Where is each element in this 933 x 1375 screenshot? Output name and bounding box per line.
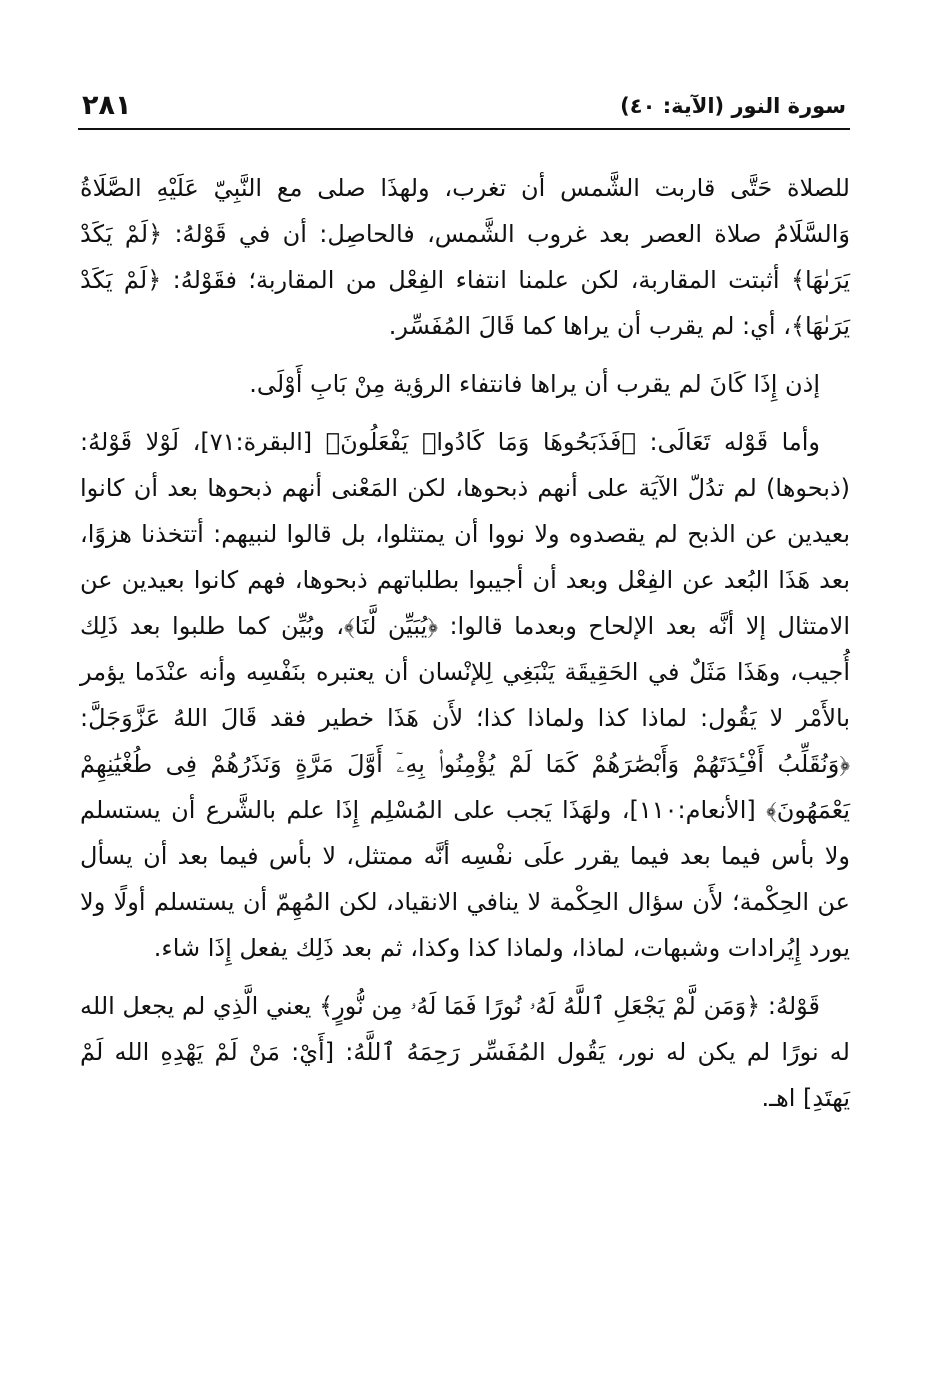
page-number: ٢٨١ — [82, 90, 132, 121]
paragraph-1: للصلاة حَتَّى قاربت الشَّمس أن تغرب، ولهذَا صلى مع النَّبِيّ عَلَيْهِ الصَّلَاةُ وَالسَّلَامُ صلاة العصر بعد غروب الشَّمس، فالحاصِل: أن في قَوْلهُ: ﴿لَمْ يَكَدْ يَرَىٰهَا﴾ أثبتت المقاربة، لكن علمنا انتفاء الفِعْل من المقاربة؛ فقَوْلهُ: ﴿لَمْ يَكَدْ يَرَىٰهَا﴾، أي: لم يقرب أن يراها كما قَالَ المُفَسِّر. — [80, 174, 850, 340]
paragraph-4: قَوْلهُ: ﴿وَمَن لَّمْ يَجْعَلِ ٱللَّهُ لَهُۥ نُورًا فَمَا لَهُۥ مِن نُّورٍ﴾ يعني الَّذِي لم يجعل الله له نورًا لم يكن له نور، يَقُول المُفَسِّر رَحِمَهُ ٱللَّهُ: [أَيْ: مَنْ لَمْ يَهْدِهِ الله لَمْ يَهتَدِ] اهـ. — [80, 992, 850, 1112]
paragraph-3: وأما قَوْله تَعَالَى: ﴿فَذَبَحُوهَا وَمَا كَادُوا۟ يَفْعَلُونَ﴾ [البقرة:٧١]، لَوْلا قَوْلهُ: (ذبحوها) لم تدُلّ الآيَة على أنهم ذبحوها، لكن المَعْنى أنهم ذبحوها بعد أن كانوا بعيدين عن الذبح لم يقصدوه ولا نووا أن يمتثلوا، بل قالوا لنبيهم: أتتخذنا هزوًا، بعد هَذَا البُعد عن الفِعْل وبعد أن أجيبوا بطلباتهم ذبحوها، فهم كانوا بعيدين عن الامتثال إلا أنَّه بعد الإلحاح وبعدما قالوا: ﴿يُبَيِّن لَّنَا﴾، وبُيِّن كما طلبوا بعد ذَلِك أُجيب، وهَذَا مَثَلٌ في الحَقِيقَة يَنْبَغِي لِلإنْسان أن يعتبره بنَفْسِه وأنه عنْدَما يؤمر بالأَمْر لا يَقُول: لماذا كذا ولماذا كذا؛ لأَن هَذَا خطير فقد قَالَ اللهُ عَزَّوَجَلَّ: ﴿وَنُقَلِّبُ أَفْـِٔدَتَهُمْ وَأَبْصَٰرَهُمْ كَمَا لَمْ يُؤْمِنُوا۟ بِهِۦٓ أَوَّلَ مَرَّةٍ وَنَذَرُهُمْ فِى طُغْيَٰنِهِمْ يَعْمَهُونَ﴾ [الأنعام:١١٠]، ولهَذَا يَجب على المُسْلِم إِذَا علم بالشَّرع أن يستسلم ولا بأس فيما بعد فيما يقرر علَى نفْسِه أنَّه ممتثل، لا بأس فيما بعد أن يسأل عن الحِكْمة؛ لأَن سؤال الحِكْمة لا ينافي الانقياد، لكن المُهِمّ أن يستسلم أولًا ولا يورد إِيُرادات وشبهات، لماذا، ولماذا كذا وكذا، ثم بعد ذَلِك يفعل إِذَا شاء. — [80, 428, 851, 962]
body-text — [80, 165, 850, 1133]
running-title: سورة النور (الآية: ٤٠) — [620, 94, 846, 118]
paragraph-2: إذن إِذَا كَانَ لم يقرب أن يراها فانتفاء الرؤية مِنْ بَابِ أَوْلَى. — [249, 370, 820, 398]
page-header — [78, 88, 850, 130]
